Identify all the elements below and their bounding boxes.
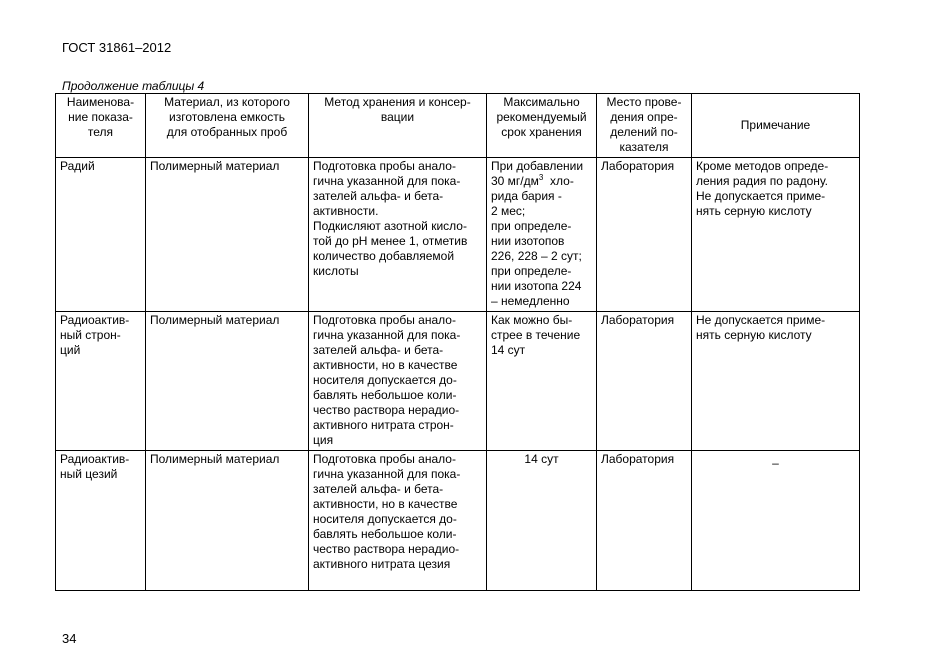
cell-indicator: Радий <box>56 158 146 312</box>
cell-place: Лаборатория <box>597 451 692 591</box>
table-caption: Продолжение таблицы 4 <box>62 79 205 93</box>
cell-place: Лаборатория <box>597 312 692 451</box>
col-header-indicator: Наименова- ние показа- теля <box>56 94 146 158</box>
cell-method: Подготовка пробы анало- гична указанной для пока- зателей альфа- и бета- активности, но в качестве носителя допускается до- бавлять небольшое коли- чество раствора нерадио- активного нитрата цезия <box>309 451 487 591</box>
cell-note: Не допускается приме- нять серную кислоту <box>692 312 860 451</box>
table-header-row <box>56 94 860 158</box>
cell-storage-term: 14 сут <box>487 451 597 591</box>
cell-indicator: Радиоактив- ный строн- ций <box>56 312 146 451</box>
storage-methods-table <box>55 93 860 591</box>
cell-method: Подготовка пробы анало- гична указанной для пока- зателей альфа- и бета- активности. Подкисляют азотной кисло- той до pH менее 1, отметив количество добавляемой кислоты <box>309 158 487 312</box>
cell-method: Подготовка пробы анало- гична указанной для пока- зателей альфа- и бета- активности, но в качестве носителя допускается до- бавлять небольшое коли- чество раствора нерадио- активного нитрата строн- ция <box>309 312 487 451</box>
col-header-note: Примечание <box>692 94 860 158</box>
cell-storage-term: При добавлении 30 $мг/дм^3$ хло- рида бария - 2 мес; при определе- нии изотопов 226, 228 – 2 сут; при определе- нии изотопа 224 – немедленно <box>487 158 597 312</box>
cell-indicator: Радиоактив- ный цезий <box>56 451 146 591</box>
page-number: 34 <box>62 631 77 646</box>
cell-place: Лаборатория <box>597 158 692 312</box>
cell-note: Кроме методов опреде- ления радия по радону. Не допускается приме- нять серную кислоту <box>692 158 860 312</box>
col-header-storage-term: Максимально рекомендуемый срок хранения <box>487 94 597 158</box>
col-header-material: Материал, из которого изготовлена емкость для отобранных проб <box>146 94 309 158</box>
empty-note-dash: – <box>772 456 779 470</box>
col-header-method: Метод хранения и консер- вации <box>309 94 487 158</box>
cell-material: Полимерный материал <box>146 451 309 591</box>
cell-material: Полимерный материал <box>146 312 309 451</box>
table-row <box>56 158 860 312</box>
table-row <box>56 312 860 451</box>
table-row <box>56 451 860 591</box>
cell-storage-term: Как можно бы- стрее в течение 14 сут <box>487 312 597 451</box>
col-header-place: Место прове- дения опре- делений по- казателя <box>597 94 692 158</box>
cell-note <box>692 451 860 591</box>
document-code: ГОСТ 31861–2012 <box>62 40 172 55</box>
cell-material: Полимерный материал <box>146 158 309 312</box>
